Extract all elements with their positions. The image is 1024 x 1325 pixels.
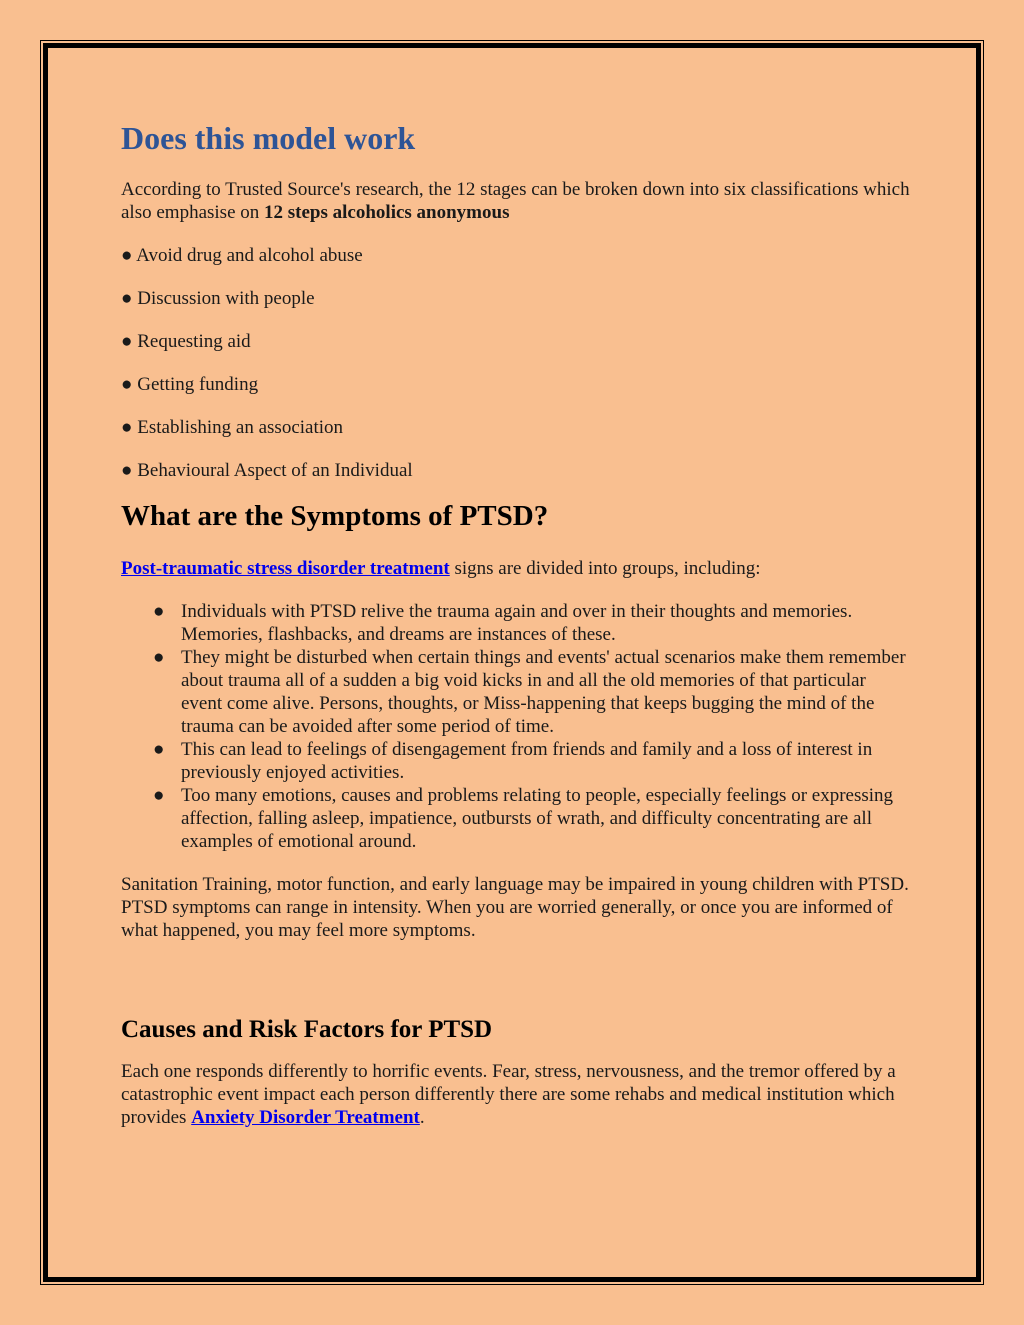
classification-item: ● Behavioural Aspect of an Individual <box>121 460 413 481</box>
symptom-text: Individuals with PTSD relive the trauma again and over in their thoughts and memories. Memories, flashbacks, and dreams are instances of these. <box>181 601 853 645</box>
causes-text: Each one responds differently to horrific events. Fear, stress, nervousness, and the tremor offered by a catastrophic event impact each person differently there are some rehabs and medical institution which provides <box>121 1061 896 1128</box>
symptom-text: They might be disturbed when certain things and events' actual scenarios make them remember about trauma all of a sudden a big void kicks in and all the old memories of that particular event come alive. Persons, thoughts, or Miss-happening that keeps bugging the mind of the trauma can be avoided after some period of time. <box>181 647 906 737</box>
heading-does-this-model-work: Does this model work <box>121 120 416 156</box>
young-children-paragraph: Sanitation Training, motor function, and early language may be impaired in young children with PTSD. PTSD symptoms can range in intensity. When you are worried generally, or once you are informed of what happened, you may feel more symptoms. <box>121 874 909 941</box>
heading-causes-and-risk-factors: Causes and Risk Factors for PTSD <box>121 1016 493 1043</box>
bullet-icon: ● <box>153 739 165 760</box>
document-body <box>121 118 911 1129</box>
classification-item: ● Getting funding <box>121 374 259 395</box>
bullet-icon: ● <box>153 647 165 668</box>
causes-paragraph <box>121 1060 911 1129</box>
list-item <box>153 646 911 738</box>
list-item <box>153 784 911 853</box>
bullet-icon: ● <box>153 601 165 622</box>
causes-end-punctuation: . <box>419 1107 425 1128</box>
symptoms-list <box>121 600 911 853</box>
model-intro-text: According to Trusted Source's research, the 12 stages can be broken down into six classifications which also emphasise on <box>121 179 910 223</box>
classification-item: ● Discussion with people <box>121 288 315 309</box>
bullet-icon: ● <box>153 785 165 806</box>
classification-item: ● Avoid drug and alcohol abuse <box>121 245 363 266</box>
symptom-text: This can lead to feelings of disengagement from friends and family and a loss of interest in previously enjoyed activities. <box>181 739 873 783</box>
model-intro-bold: 12 steps alcoholics anonymous <box>264 202 510 223</box>
heading-symptoms-of-ptsd: What are the Symptoms of PTSD? <box>121 500 549 532</box>
anxiety-treatment-link[interactable]: Anxiety Disorder Treatment <box>191 1107 420 1128</box>
list-item <box>153 600 911 646</box>
symptoms-intro-text: signs are divided into groups, including: <box>449 558 761 579</box>
ptsd-treatment-link[interactable]: Post-traumatic stress disorder treatment <box>121 558 450 579</box>
classification-item: ● Establishing an association <box>121 417 344 438</box>
classification-item: ● Requesting aid <box>121 331 251 352</box>
model-intro-paragraph <box>121 178 911 224</box>
symptom-text: Too many emotions, causes and problems relating to people, especially feelings or expressing affection, falling asleep, impatience, outbursts of wrath, and difficulty concentrating are all examples of emotional around. <box>181 785 894 852</box>
list-item <box>153 738 911 784</box>
symptoms-intro-paragraph <box>121 557 911 580</box>
